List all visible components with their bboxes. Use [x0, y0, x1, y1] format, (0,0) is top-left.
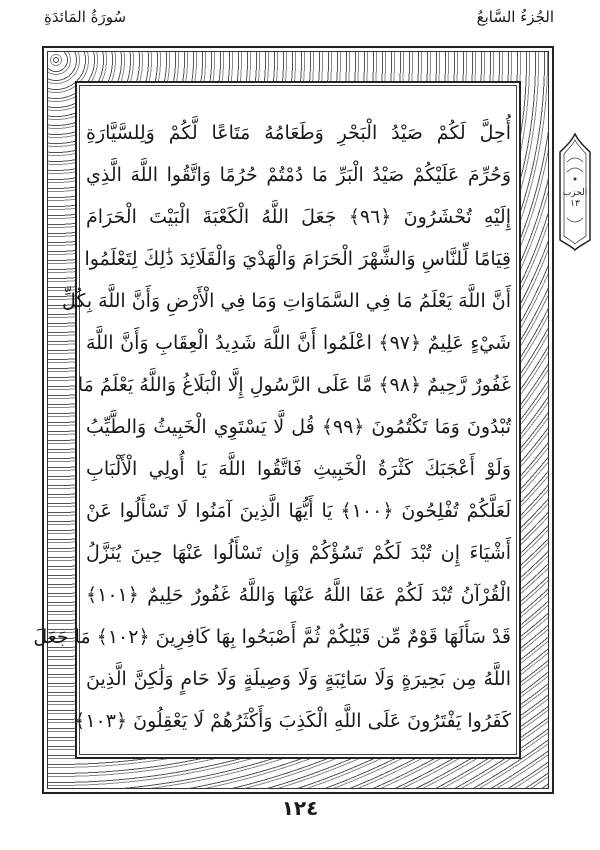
text-line: قَدْ سَأَلَهَا قَوْمٌ مِّن قَبْلِكُمْ ثُمَّ أَصْبَحُوا بِهَا كَافِرِينَ ﴿١٠٢﴾ مَا جَعَلَ — [33, 626, 511, 648]
text-line: قِيَامًا لِّلنَّاسِ وَالشَّهْرَ الْحَرَامَ وَالْهَدْيَ وَالْقَلَائِدَ ذَٰلِكَ لِتَعْلَمُوا — [84, 248, 511, 270]
text-line: لَعَلَّكُمْ تُفْلِحُونَ ﴿١٠٠﴾ يَا أَيُّهَا الَّذِينَ آمَنُوا لَا تَسْأَلُوا عَنْ — [86, 500, 511, 522]
surah-title: سُورَةُ المَائدَةِ — [44, 8, 127, 26]
text-line: غَفُورٌ رَّحِيمٌ ﴿٩٨﴾ مَّا عَلَى الرَّسُولِ إِلَّا الْبَلَاغُ وَاللَّهُ يَعْلَمُ مَا — [77, 374, 511, 396]
hizb-word: الحزب — [562, 188, 588, 198]
hizb-label — [558, 188, 592, 210]
text-line: اللَّهُ مِن بَحِيرَةٍ وَلَا سَائِبَةٍ وَلَا وَصِيلَةٍ وَلَا حَامٍ وَلَٰكِنَّ الَّذِينَ — [86, 668, 511, 690]
text-line: أُحِلَّ لَكُمْ صَيْدُ الْبَحْرِ وَطَعَامُهُ مَتَاعًا لَّكُمْ وَلِلسَّيَّارَةِ — [86, 122, 511, 144]
text-line: الْقُرْآنُ تُبْدَ لَكُمْ عَفَا اللَّهُ عَنْهَا وَاللَّهُ غَفُورٌ حَلِيمٌ ﴿١٠١﴾ — [86, 584, 511, 606]
quran-text-block — [33, 112, 511, 742]
text-line: شَيْءٍ عَلِيمٌ ﴿٩٧﴾ اعْلَمُوا أَنَّ اللَّهَ شَدِيدُ الْعِقَابِ وَأَنَّ اللَّهَ — [86, 332, 511, 354]
text-line: تُبْدُونَ وَمَا تَكْتُمُونَ ﴿٩٩﴾ قُل لَّا يَسْتَوِي الْخَبِيثُ وَالطَّيِّبُ — [86, 416, 511, 438]
text-line: إِلَيْهِ تُحْشَرُونَ ﴿٩٦﴾ جَعَلَ اللَّهُ الْكَعْبَةَ الْبَيْتَ الْحَرَامَ — [86, 206, 511, 228]
text-line: وَحُرِّمَ عَلَيْكُمْ صَيْدُ الْبَرِّ مَا دُمْتُمْ حُرُمًا وَاتَّقُوا اللَّهَ الَّذِي — [86, 164, 511, 186]
page-number: ١٢٤ — [281, 796, 319, 820]
hizb-number: ١٣ — [570, 199, 580, 209]
text-line: كَفَرُوا يَفْتَرُونَ عَلَى اللَّهِ الْكَذِبَ وَأَكْثَرُهُمْ لَا يَعْقِلُونَ ﴿١٠٣﴾ — [74, 710, 511, 732]
text-line: أَنَّ اللَّهَ يَعْلَمُ مَا فِي السَّمَاوَاتِ وَمَا فِي الْأَرْضِ وَأَنَّ اللَّهَ بِكُلِّ — [61, 290, 511, 312]
text-line: أَشْيَاءَ إِن تُبْدَ لَكُمْ تَسُؤْكُمْ وَإِن تَسْأَلُوا عَنْهَا حِينَ يُنَزَّلُ — [86, 542, 511, 564]
text-line: وَلَوْ أَعْجَبَكَ كَثْرَةُ الْخَبِيثِ فَاتَّقُوا اللَّهَ يَا أُولِي الْأَلْبَابِ — [86, 458, 511, 480]
juz-title: الجُزءُ السَّابعُ — [476, 8, 554, 26]
hizb-marker — [558, 132, 592, 252]
